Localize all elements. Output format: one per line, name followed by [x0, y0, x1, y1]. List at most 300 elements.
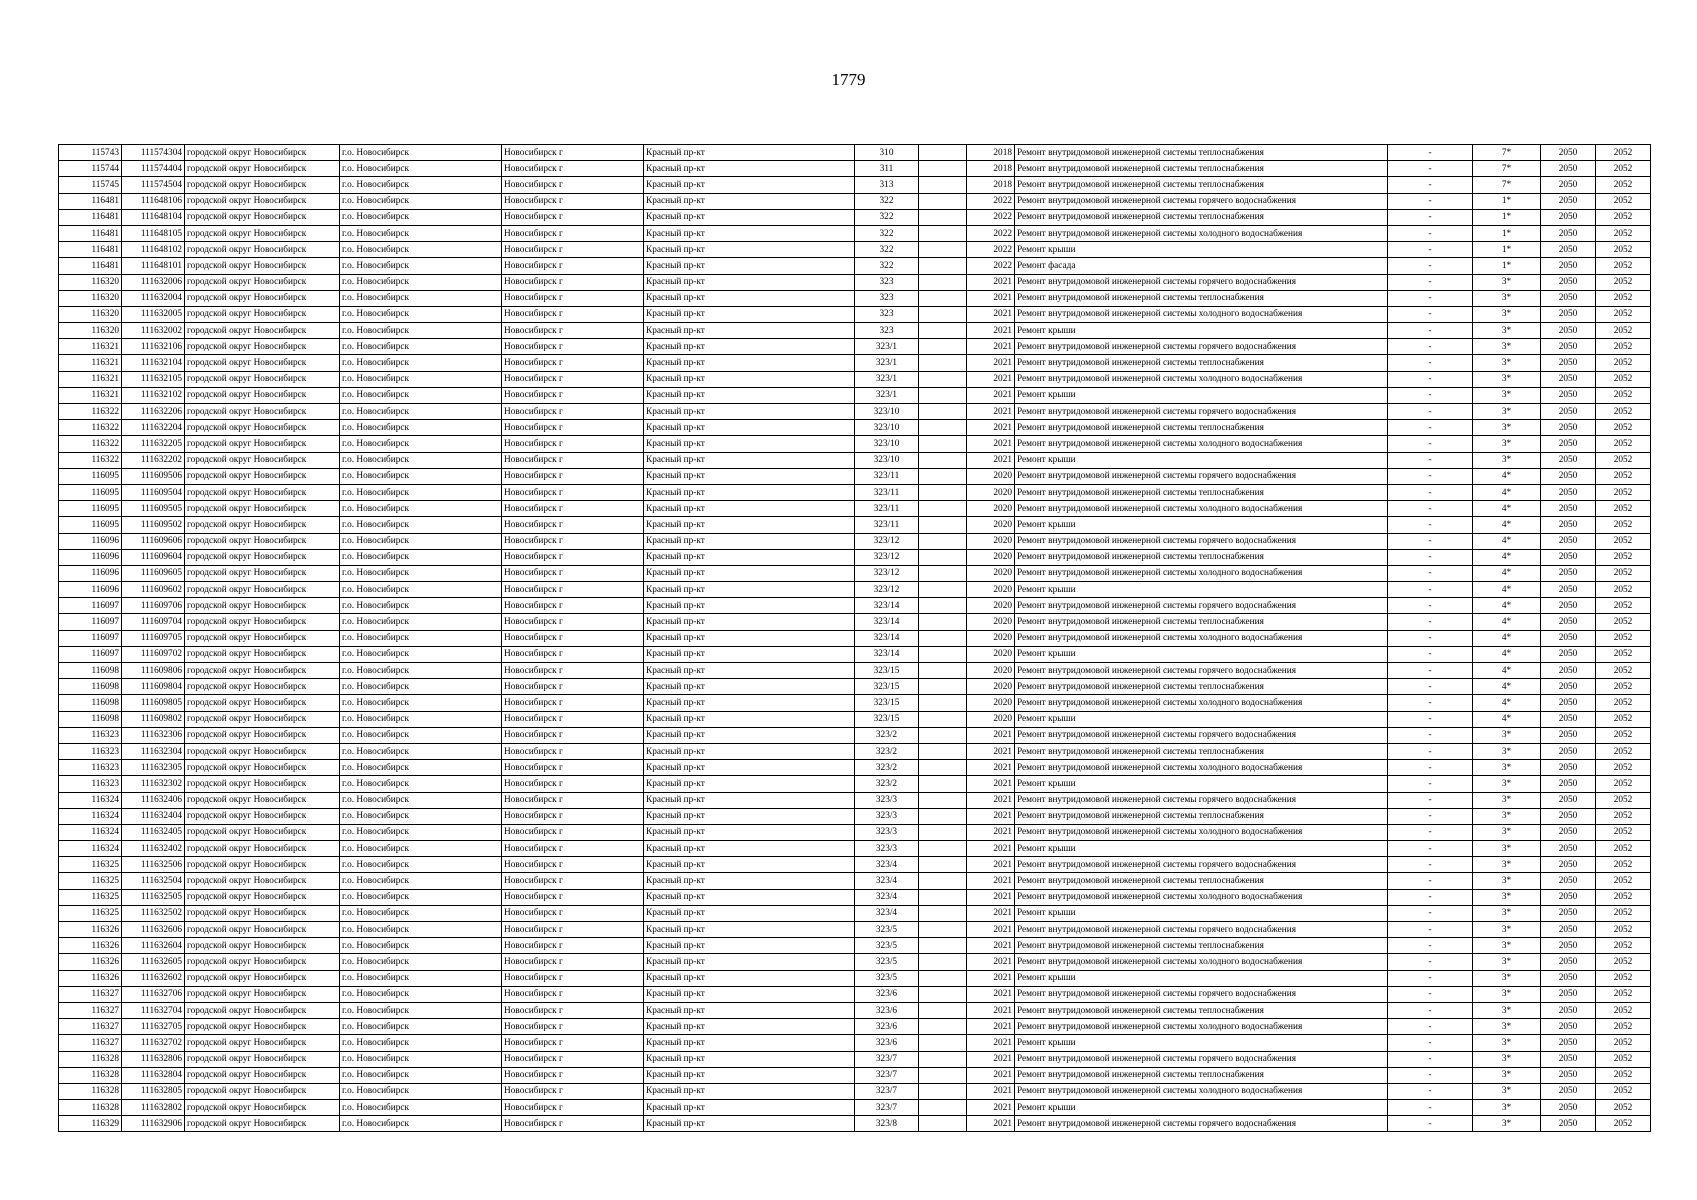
table-row — [59, 517, 1651, 533]
priority-cell: 3* — [1473, 290, 1541, 306]
dash-value-cell: - — [1388, 905, 1473, 921]
start-year-cell: 2050 — [1541, 663, 1596, 679]
street-cell: Красный пр-кт — [644, 727, 855, 743]
work-type-cell: Ремонт внутридомовой инженерной системы теплоснабжения — [1015, 1067, 1388, 1083]
street-cell: Красный пр-кт — [644, 1083, 855, 1099]
house-number-cell: 323/15 — [855, 695, 919, 711]
building-cell — [919, 986, 967, 1002]
municipal-district-cell: городской округ Новосибирск — [185, 306, 340, 322]
end-year-cell: 2052 — [1596, 760, 1651, 776]
street-cell: Красный пр-кт — [644, 306, 855, 322]
municipal-district-cell: городской округ Новосибирск — [185, 824, 340, 840]
year-built-cell: 2020 — [967, 484, 1015, 500]
work-id-cell: 111632204 — [122, 420, 185, 436]
dash-value-cell: - — [1388, 743, 1473, 759]
work-id-cell: 111648106 — [122, 193, 185, 209]
start-year-cell: 2050 — [1541, 1100, 1596, 1116]
building-cell — [919, 954, 967, 970]
priority-cell: 4* — [1473, 501, 1541, 517]
settlement-cell: Новосибирск г — [502, 922, 644, 938]
table-row — [59, 452, 1651, 468]
settlement-cell: Новосибирск г — [502, 938, 644, 954]
work-type-cell: Ремонт внутридомовой инженерной системы холодного водоснабжения — [1015, 306, 1388, 322]
house-number-cell: 323/14 — [855, 630, 919, 646]
municipality-cell: г.о. Новосибирск — [340, 1051, 502, 1067]
dash-value-cell: - — [1388, 1067, 1473, 1083]
house-number-cell: 323/11 — [855, 484, 919, 500]
building-cell — [919, 484, 967, 500]
house-number-cell: 323/14 — [855, 646, 919, 662]
street-cell: Красный пр-кт — [644, 614, 855, 630]
building-cell — [919, 1067, 967, 1083]
dash-value-cell: - — [1388, 1116, 1473, 1132]
municipal-district-cell: городской округ Новосибирск — [185, 387, 340, 403]
house-number-cell: 323/5 — [855, 970, 919, 986]
start-year-cell: 2050 — [1541, 436, 1596, 452]
house-id-cell: 115743 — [59, 145, 122, 161]
work-type-cell: Ремонт внутридомовой инженерной системы горячего водоснабжения — [1015, 468, 1388, 484]
settlement-cell: Новосибирск г — [502, 582, 644, 598]
priority-cell: 1* — [1473, 209, 1541, 225]
dash-value-cell: - — [1388, 177, 1473, 193]
municipality-cell: г.о. Новосибирск — [340, 355, 502, 371]
building-cell — [919, 549, 967, 565]
end-year-cell: 2052 — [1596, 323, 1651, 339]
end-year-cell: 2052 — [1596, 501, 1651, 517]
municipal-district-cell: городской округ Новосибирск — [185, 209, 340, 225]
municipal-district-cell: городской округ Новосибирск — [185, 808, 340, 824]
house-id-cell: 116328 — [59, 1067, 122, 1083]
end-year-cell: 2052 — [1596, 743, 1651, 759]
work-type-cell: Ремонт внутридомовой инженерной системы теплоснабжения — [1015, 290, 1388, 306]
municipality-cell: г.о. Новосибирск — [340, 760, 502, 776]
building-cell — [919, 501, 967, 517]
start-year-cell: 2050 — [1541, 484, 1596, 500]
municipality-cell: г.о. Новосибирск — [340, 582, 502, 598]
dash-value-cell: - — [1388, 792, 1473, 808]
table-row — [59, 420, 1651, 436]
street-cell: Красный пр-кт — [644, 824, 855, 840]
building-cell — [919, 598, 967, 614]
municipal-district-cell: городской округ Новосибирск — [185, 776, 340, 792]
table-row — [59, 484, 1651, 500]
work-type-cell: Ремонт внутридомовой инженерной системы теплоснабжения — [1015, 209, 1388, 225]
house-number-cell: 323/7 — [855, 1083, 919, 1099]
settlement-cell: Новосибирск г — [502, 695, 644, 711]
priority-cell: 3* — [1473, 420, 1541, 436]
year-built-cell: 2021 — [967, 420, 1015, 436]
municipal-district-cell: городской округ Новосибирск — [185, 663, 340, 679]
settlement-cell: Новосибирск г — [502, 841, 644, 857]
house-id-cell: 116323 — [59, 727, 122, 743]
priority-cell: 3* — [1473, 1116, 1541, 1132]
municipality-cell: г.о. Новосибирск — [340, 889, 502, 905]
start-year-cell: 2050 — [1541, 517, 1596, 533]
house-number-cell: 322 — [855, 209, 919, 225]
end-year-cell: 2052 — [1596, 646, 1651, 662]
dash-value-cell: - — [1388, 954, 1473, 970]
priority-cell: 1* — [1473, 258, 1541, 274]
building-cell — [919, 1002, 967, 1018]
settlement-cell: Новосибирск г — [502, 387, 644, 403]
house-id-cell: 116323 — [59, 743, 122, 759]
work-type-cell: Ремонт внутридомовой инженерной системы теплоснабжения — [1015, 484, 1388, 500]
work-type-cell: Ремонт внутридомовой инженерной системы теплоснабжения — [1015, 177, 1388, 193]
work-type-cell: Ремонт крыши — [1015, 970, 1388, 986]
municipality-cell: г.о. Новосибирск — [340, 1002, 502, 1018]
work-id-cell: 111632506 — [122, 857, 185, 873]
municipal-district-cell: городской округ Новосибирск — [185, 711, 340, 727]
municipal-district-cell: городской округ Новосибирск — [185, 145, 340, 161]
work-id-cell: 111632706 — [122, 986, 185, 1002]
dash-value-cell: - — [1388, 339, 1473, 355]
municipality-cell: г.о. Новосибирск — [340, 614, 502, 630]
settlement-cell: Новосибирск г — [502, 371, 644, 387]
municipal-district-cell: городской округ Новосибирск — [185, 646, 340, 662]
year-built-cell: 2022 — [967, 225, 1015, 241]
municipal-district-cell: городской округ Новосибирск — [185, 517, 340, 533]
work-type-cell: Ремонт внутридомовой инженерной системы холодного водоснабжения — [1015, 371, 1388, 387]
end-year-cell: 2052 — [1596, 922, 1651, 938]
building-cell — [919, 517, 967, 533]
settlement-cell: Новосибирск г — [502, 1002, 644, 1018]
house-number-cell: 323/11 — [855, 517, 919, 533]
dash-value-cell: - — [1388, 193, 1473, 209]
work-id-cell: 111609504 — [122, 484, 185, 500]
building-cell — [919, 387, 967, 403]
building-cell — [919, 193, 967, 209]
table-row — [59, 1083, 1651, 1099]
street-cell: Красный пр-кт — [644, 1035, 855, 1051]
table-row — [59, 646, 1651, 662]
municipal-district-cell: городской округ Новосибирск — [185, 986, 340, 1002]
table-row — [59, 679, 1651, 695]
street-cell: Красный пр-кт — [644, 420, 855, 436]
municipal-district-cell: городской округ Новосибирск — [185, 970, 340, 986]
municipality-cell: г.о. Новосибирск — [340, 404, 502, 420]
house-id-cell: 116322 — [59, 436, 122, 452]
work-type-cell: Ремонт внутридомовой инженерной системы холодного водоснабжения — [1015, 1019, 1388, 1035]
work-id-cell: 111609702 — [122, 646, 185, 662]
start-year-cell: 2050 — [1541, 646, 1596, 662]
table-row — [59, 533, 1651, 549]
municipal-district-cell: городской округ Новосибирск — [185, 501, 340, 517]
start-year-cell: 2050 — [1541, 614, 1596, 630]
municipal-district-cell: городской округ Новосибирск — [185, 1100, 340, 1116]
dash-value-cell: - — [1388, 452, 1473, 468]
settlement-cell: Новосибирск г — [502, 339, 644, 355]
work-id-cell: 111632704 — [122, 1002, 185, 1018]
start-year-cell: 2050 — [1541, 306, 1596, 322]
work-type-cell: Ремонт внутридомовой инженерной системы горячего водоснабжения — [1015, 986, 1388, 1002]
work-id-cell: 111632205 — [122, 436, 185, 452]
end-year-cell: 2052 — [1596, 1067, 1651, 1083]
municipal-district-cell: городской округ Новосибирск — [185, 598, 340, 614]
work-id-cell: 111609805 — [122, 695, 185, 711]
work-type-cell: Ремонт крыши — [1015, 387, 1388, 403]
house-number-cell: 323/10 — [855, 452, 919, 468]
work-type-cell: Ремонт крыши — [1015, 905, 1388, 921]
end-year-cell: 2052 — [1596, 808, 1651, 824]
priority-cell: 4* — [1473, 695, 1541, 711]
dash-value-cell: - — [1388, 145, 1473, 161]
year-built-cell: 2018 — [967, 145, 1015, 161]
end-year-cell: 2052 — [1596, 582, 1651, 598]
house-number-cell: 323/5 — [855, 938, 919, 954]
municipal-district-cell: городской округ Новосибирск — [185, 695, 340, 711]
settlement-cell: Новосибирск г — [502, 501, 644, 517]
house-id-cell: 116095 — [59, 468, 122, 484]
priority-cell: 3* — [1473, 1083, 1541, 1099]
house-number-cell: 323/11 — [855, 468, 919, 484]
house-id-cell: 116326 — [59, 938, 122, 954]
table-row — [59, 355, 1651, 371]
priority-cell: 3* — [1473, 1019, 1541, 1035]
building-cell — [919, 663, 967, 679]
table-row — [59, 565, 1651, 581]
priority-cell: 4* — [1473, 679, 1541, 695]
building-cell — [919, 436, 967, 452]
work-type-cell: Ремонт внутридомовой инженерной системы теплоснабжения — [1015, 355, 1388, 371]
street-cell: Красный пр-кт — [644, 468, 855, 484]
work-id-cell: 111609802 — [122, 711, 185, 727]
start-year-cell: 2050 — [1541, 258, 1596, 274]
priority-cell: 3* — [1473, 986, 1541, 1002]
year-built-cell: 2021 — [967, 1051, 1015, 1067]
house-id-cell: 116097 — [59, 630, 122, 646]
year-built-cell: 2021 — [967, 970, 1015, 986]
work-id-cell: 111609704 — [122, 614, 185, 630]
end-year-cell: 2052 — [1596, 452, 1651, 468]
street-cell: Красный пр-кт — [644, 387, 855, 403]
house-id-cell: 116098 — [59, 679, 122, 695]
house-number-cell: 322 — [855, 242, 919, 258]
house-id-cell: 116481 — [59, 242, 122, 258]
work-type-cell: Ремонт внутридомовой инженерной системы горячего водоснабжения — [1015, 404, 1388, 420]
municipal-district-cell: городской округ Новосибирск — [185, 468, 340, 484]
work-type-cell: Ремонт внутридомовой инженерной системы холодного водоснабжения — [1015, 824, 1388, 840]
table-row — [59, 663, 1651, 679]
priority-cell: 3* — [1473, 889, 1541, 905]
work-type-cell: Ремонт фасада — [1015, 258, 1388, 274]
house-number-cell: 323/5 — [855, 954, 919, 970]
priority-cell: 4* — [1473, 646, 1541, 662]
work-id-cell: 111648102 — [122, 242, 185, 258]
municipal-district-cell: городской округ Новосибирск — [185, 371, 340, 387]
municipal-district-cell: городской округ Новосибирск — [185, 857, 340, 873]
table-row — [59, 177, 1651, 193]
work-type-cell: Ремонт внутридомовой инженерной системы горячего водоснабжения — [1015, 857, 1388, 873]
dash-value-cell: - — [1388, 533, 1473, 549]
house-number-cell: 323/10 — [855, 420, 919, 436]
house-number-cell: 323/6 — [855, 986, 919, 1002]
house-number-cell: 323/1 — [855, 339, 919, 355]
table-row — [59, 873, 1651, 889]
building-cell — [919, 225, 967, 241]
table-row — [59, 857, 1651, 873]
work-type-cell: Ремонт крыши — [1015, 452, 1388, 468]
municipal-district-cell: городской округ Новосибирск — [185, 452, 340, 468]
building-cell — [919, 679, 967, 695]
work-type-cell: Ремонт внутридомовой инженерной системы холодного водоснабжения — [1015, 225, 1388, 241]
dash-value-cell: - — [1388, 711, 1473, 727]
dash-value-cell: - — [1388, 355, 1473, 371]
municipality-cell: г.о. Новосибирск — [340, 824, 502, 840]
end-year-cell: 2052 — [1596, 1100, 1651, 1116]
building-cell — [919, 922, 967, 938]
municipality-cell: г.о. Новосибирск — [340, 1019, 502, 1035]
work-type-cell: Ремонт внутридомовой инженерной системы холодного водоснабжения — [1015, 954, 1388, 970]
start-year-cell: 2050 — [1541, 468, 1596, 484]
house-id-cell: 116096 — [59, 582, 122, 598]
municipality-cell: г.о. Новосибирск — [340, 371, 502, 387]
dash-value-cell: - — [1388, 387, 1473, 403]
settlement-cell: Новосибирск г — [502, 161, 644, 177]
work-id-cell: 111609505 — [122, 501, 185, 517]
work-id-cell: 111632702 — [122, 1035, 185, 1051]
dash-value-cell: - — [1388, 663, 1473, 679]
start-year-cell: 2050 — [1541, 404, 1596, 420]
house-id-cell: 116325 — [59, 889, 122, 905]
priority-cell: 1* — [1473, 242, 1541, 258]
priority-cell: 4* — [1473, 533, 1541, 549]
municipal-district-cell: городской округ Новосибирск — [185, 404, 340, 420]
house-id-cell: 116098 — [59, 711, 122, 727]
dash-value-cell: - — [1388, 889, 1473, 905]
priority-cell: 3* — [1473, 808, 1541, 824]
settlement-cell: Новосибирск г — [502, 889, 644, 905]
year-built-cell: 2020 — [967, 614, 1015, 630]
house-number-cell: 323/5 — [855, 922, 919, 938]
table-row — [59, 922, 1651, 938]
work-id-cell: 111632802 — [122, 1100, 185, 1116]
table-row — [59, 549, 1651, 565]
work-id-cell: 111632705 — [122, 1019, 185, 1035]
work-id-cell: 111632606 — [122, 922, 185, 938]
settlement-cell: Новосибирск г — [502, 355, 644, 371]
house-number-cell: 323/7 — [855, 1051, 919, 1067]
house-id-cell: 116324 — [59, 808, 122, 824]
year-built-cell: 2021 — [967, 452, 1015, 468]
street-cell: Красный пр-кт — [644, 290, 855, 306]
street-cell: Красный пр-кт — [644, 452, 855, 468]
street-cell: Красный пр-кт — [644, 922, 855, 938]
settlement-cell: Новосибирск г — [502, 598, 644, 614]
municipal-district-cell: городской округ Новосибирск — [185, 938, 340, 954]
municipality-cell: г.о. Новосибирск — [340, 1067, 502, 1083]
dash-value-cell: - — [1388, 727, 1473, 743]
start-year-cell: 2050 — [1541, 355, 1596, 371]
table-row — [59, 1051, 1651, 1067]
year-built-cell: 2021 — [967, 986, 1015, 1002]
start-year-cell: 2050 — [1541, 145, 1596, 161]
municipality-cell: г.о. Новосибирск — [340, 484, 502, 500]
priority-cell: 3* — [1473, 743, 1541, 759]
end-year-cell: 2052 — [1596, 371, 1651, 387]
work-id-cell: 111632405 — [122, 824, 185, 840]
settlement-cell: Новосибирск г — [502, 954, 644, 970]
table-row — [59, 760, 1651, 776]
year-built-cell: 2020 — [967, 549, 1015, 565]
street-cell: Красный пр-кт — [644, 1067, 855, 1083]
year-built-cell: 2021 — [967, 387, 1015, 403]
work-id-cell: 111632402 — [122, 841, 185, 857]
priority-cell: 3* — [1473, 954, 1541, 970]
house-number-cell: 323/15 — [855, 679, 919, 695]
priority-cell: 3* — [1473, 841, 1541, 857]
house-id-cell: 116320 — [59, 290, 122, 306]
house-number-cell: 323 — [855, 274, 919, 290]
building-cell — [919, 582, 967, 598]
settlement-cell: Новосибирск г — [502, 1035, 644, 1051]
building-cell — [919, 1035, 967, 1051]
house-id-cell: 116320 — [59, 274, 122, 290]
house-number-cell: 323/7 — [855, 1067, 919, 1083]
settlement-cell: Новосибирск г — [502, 792, 644, 808]
house-number-cell: 323/7 — [855, 1100, 919, 1116]
year-built-cell: 2021 — [967, 1067, 1015, 1083]
building-cell — [919, 1100, 967, 1116]
work-type-cell: Ремонт внутридомовой инженерной системы холодного водоснабжения — [1015, 695, 1388, 711]
end-year-cell: 2052 — [1596, 306, 1651, 322]
end-year-cell: 2052 — [1596, 663, 1651, 679]
year-built-cell: 2021 — [967, 323, 1015, 339]
end-year-cell: 2052 — [1596, 1051, 1651, 1067]
building-cell — [919, 290, 967, 306]
priority-cell: 3* — [1473, 452, 1541, 468]
work-type-cell: Ремонт внутридомовой инженерной системы холодного водоснабжения — [1015, 630, 1388, 646]
start-year-cell: 2050 — [1541, 1051, 1596, 1067]
work-type-cell: Ремонт внутридомовой инженерной системы теплоснабжения — [1015, 873, 1388, 889]
start-year-cell: 2050 — [1541, 792, 1596, 808]
settlement-cell: Новосибирск г — [502, 1116, 644, 1132]
work-id-cell: 111632304 — [122, 743, 185, 759]
priority-cell: 4* — [1473, 549, 1541, 565]
work-type-cell: Ремонт внутридомовой инженерной системы горячего водоснабжения — [1015, 193, 1388, 209]
house-number-cell: 323/2 — [855, 760, 919, 776]
priority-cell: 4* — [1473, 565, 1541, 581]
end-year-cell: 2052 — [1596, 193, 1651, 209]
municipal-district-cell: городской округ Новосибирск — [185, 1083, 340, 1099]
street-cell: Красный пр-кт — [644, 582, 855, 598]
priority-cell: 3* — [1473, 760, 1541, 776]
dash-value-cell: - — [1388, 938, 1473, 954]
street-cell: Красный пр-кт — [644, 355, 855, 371]
work-type-cell: Ремонт внутридомовой инженерной системы теплоснабжения — [1015, 420, 1388, 436]
end-year-cell: 2052 — [1596, 290, 1651, 306]
year-built-cell: 2022 — [967, 242, 1015, 258]
settlement-cell: Новосибирск г — [502, 1100, 644, 1116]
building-cell — [919, 209, 967, 225]
dash-value-cell: - — [1388, 841, 1473, 857]
year-built-cell: 2021 — [967, 274, 1015, 290]
table-body — [59, 145, 1651, 1132]
end-year-cell: 2052 — [1596, 242, 1651, 258]
building-cell — [919, 533, 967, 549]
house-id-cell: 116097 — [59, 614, 122, 630]
building-cell — [919, 646, 967, 662]
municipal-district-cell: городской округ Новосибирск — [185, 436, 340, 452]
year-built-cell: 2020 — [967, 679, 1015, 695]
house-id-cell: 116326 — [59, 970, 122, 986]
house-id-cell: 116326 — [59, 954, 122, 970]
house-id-cell: 116095 — [59, 501, 122, 517]
end-year-cell: 2052 — [1596, 274, 1651, 290]
work-type-cell: Ремонт крыши — [1015, 841, 1388, 857]
municipality-cell: г.о. Новосибирск — [340, 905, 502, 921]
end-year-cell: 2052 — [1596, 695, 1651, 711]
house-number-cell: 323/2 — [855, 776, 919, 792]
